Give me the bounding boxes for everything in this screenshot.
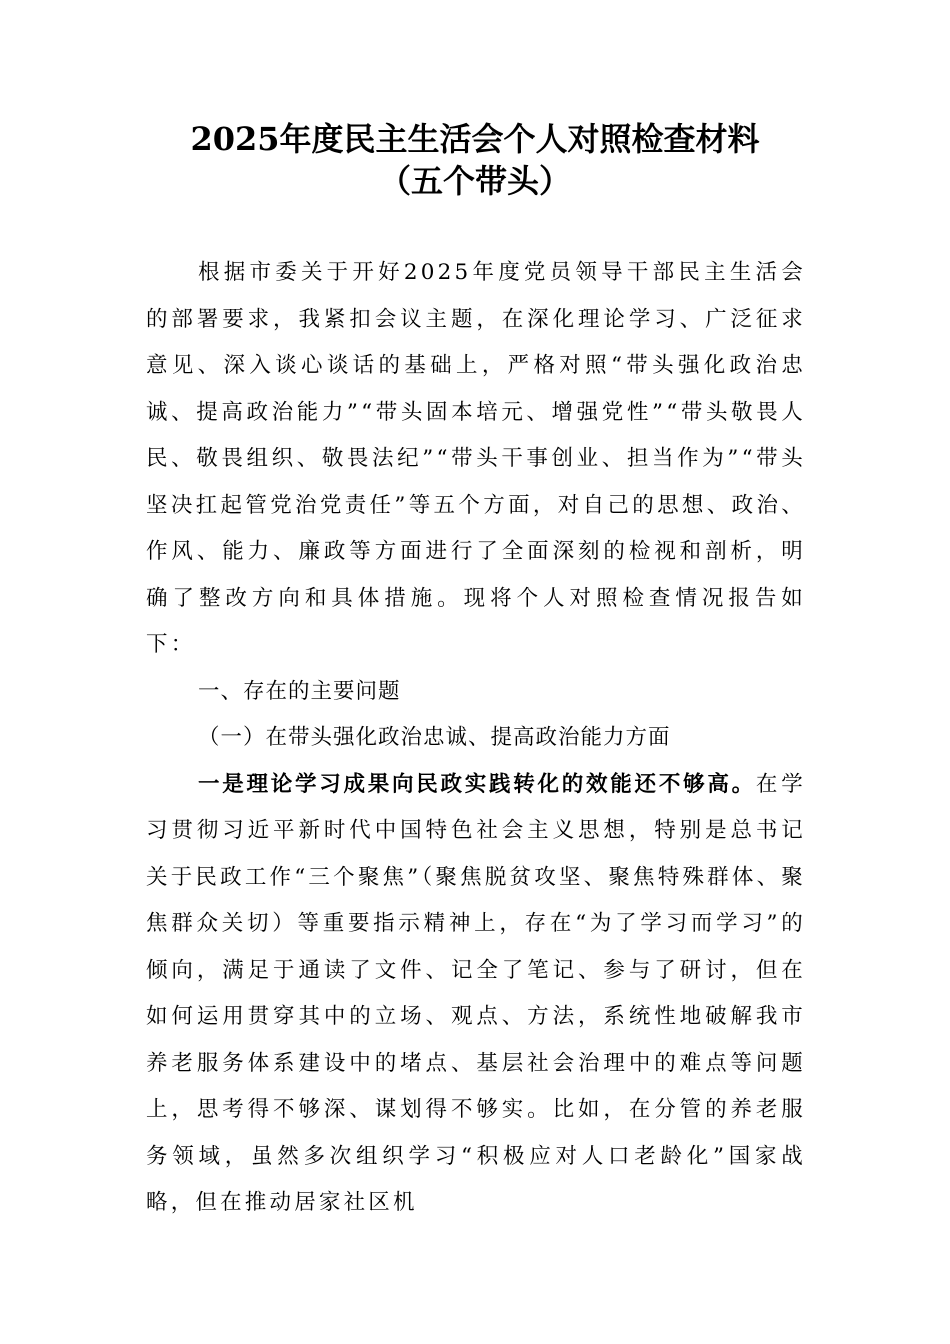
document-body bbox=[146, 250, 806, 1227]
document-title: 2025年度民主生活会个人对照检查材料 bbox=[190, 120, 760, 158]
document-subtitle: （五个带头） bbox=[378, 162, 571, 200]
intro-paragraph: 根据市委关于开好2025年度党员领导干部民主生活会的部署要求，我紧扣会议主题，在深化理论学习、广泛征求意见、深入谈心谈话的基础上，严格对照“带头强化政治忠诚、提高政治能力”“带头固本培元、增强党性”“带头敬畏人民、敬畏组织、敬畏法纪”“带头干事创业、担当作为”“带头坚决扛起管党治党责任”等五个方面，对自己的思想、政治、作风、能力、廉政等方面进行了全面深刻的检视和剖析，明确了整改方向和具体措施。现将个人对照检查情况报告如下： bbox=[146, 260, 806, 657]
point-paragraph bbox=[146, 762, 806, 1227]
point-body: 在学习贯彻习近平新时代中国特色社会主义思想，特别是总书记关于民政工作“三个聚焦”（聚焦脱贫攻坚、聚焦特殊群体、聚焦群众关切）等重要指示精神上，存在“为了学习而学习”的倾向，满足于通读了文件、记全了笔记、参与了研讨，但在如何运用贯穿其中的立场、观点、方法，系统性地破解我市养老服务体系建设中的堵点、基层社会治理中的难点等问题上，思考得不够深、谋划得不够实。比如，在分管的养老服务领域，虽然多次组织学习“积极应对人口老龄化”国家战略，但在推动居家社区机 bbox=[146, 771, 806, 1215]
point-lead: 一是理论学习成果向民政实践转化的效能还不够高。 bbox=[198, 771, 756, 797]
subsection-heading: （一）在带头强化政治忠诚、提高政治能力方面 bbox=[198, 725, 671, 750]
section-heading: 一、存在的主要问题 bbox=[198, 678, 401, 704]
